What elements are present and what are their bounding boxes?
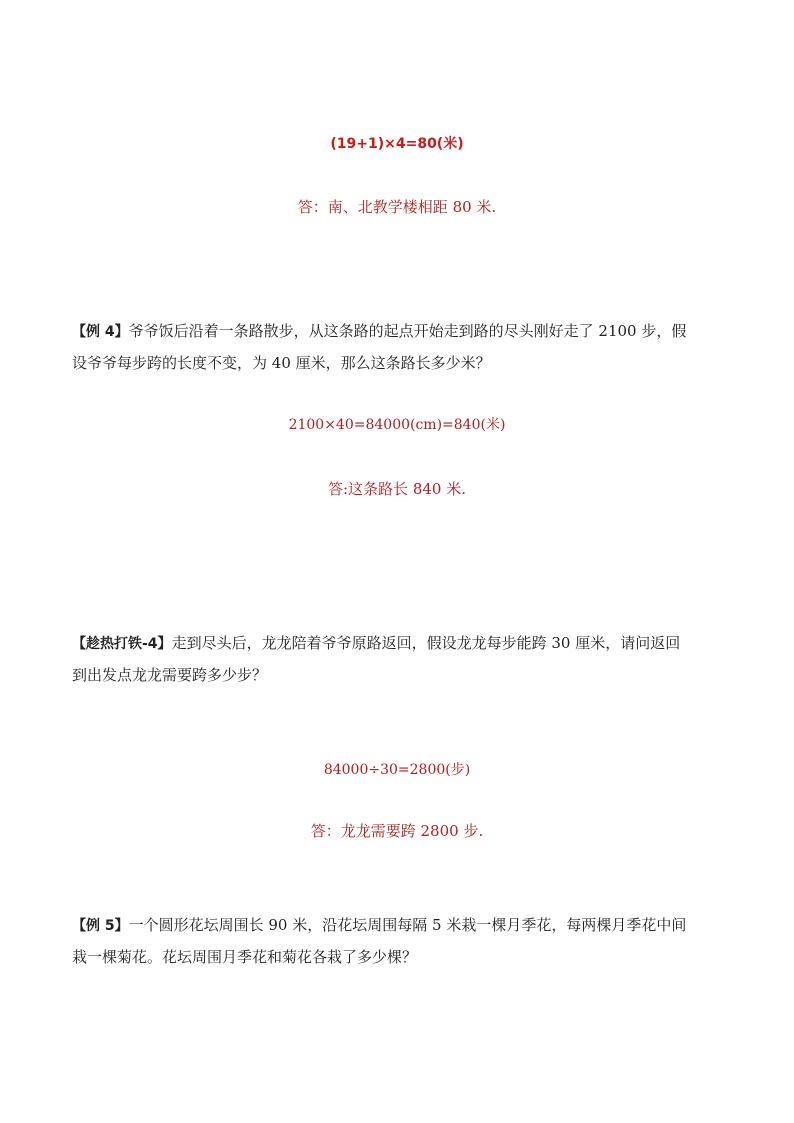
practice-4-line-2: 到出发点龙龙需要跨多少步？ — [72, 666, 268, 684]
example-5-text-1: 一个圆形花坛周围长 90 米，沿花坛周围每隔 5 米栽一棵月季花，每两棵月季花中间 — [128, 916, 687, 934]
example-4-answer: 答:这条路长 840 米. — [328, 480, 466, 498]
practice-4-equation: 84000÷30=2800(步) — [323, 762, 471, 778]
example-4-equation: 2100×40=84000(cm)=840(米) — [288, 417, 506, 433]
example-5-line-1 — [72, 910, 722, 942]
example-4-tag: 【例 4】 — [72, 324, 129, 340]
solution-equation-1: (19+1)×4=80(米) — [330, 136, 464, 152]
practice-4-problem — [72, 628, 722, 691]
example-4-line-1 — [72, 316, 722, 348]
example-5-tag: 【例 5】 — [72, 918, 129, 934]
example-5-problem — [72, 910, 722, 973]
example-5-line-2: 栽一棵菊花。花坛周围月季花和菊花各栽了多少棵？ — [72, 948, 418, 966]
practice-4-line-1 — [72, 628, 722, 660]
example-4-text-1: 爷爷饭后沿着一条路散步，从这条路的起点开始走到路的尽头刚好走了 2100 步，假 — [128, 322, 687, 340]
example-4-line-2: 设爷爷每步跨的长度不变，为 40 厘米，那么这条路长多少米？ — [72, 354, 491, 372]
answer-1: 答：南、北教学楼相距 80 米. — [297, 198, 497, 216]
practice-4-answer: 答：龙龙需要跨 2800 步. — [310, 822, 484, 840]
practice-4-tag: 【趁热打铁-4】 — [72, 636, 172, 652]
example-4-problem — [72, 316, 722, 379]
practice-4-text-1: 走到尽头后，龙龙陪着爷爷原路返回，假设龙龙每步能跨 30 厘米，请问返回 — [171, 634, 681, 652]
